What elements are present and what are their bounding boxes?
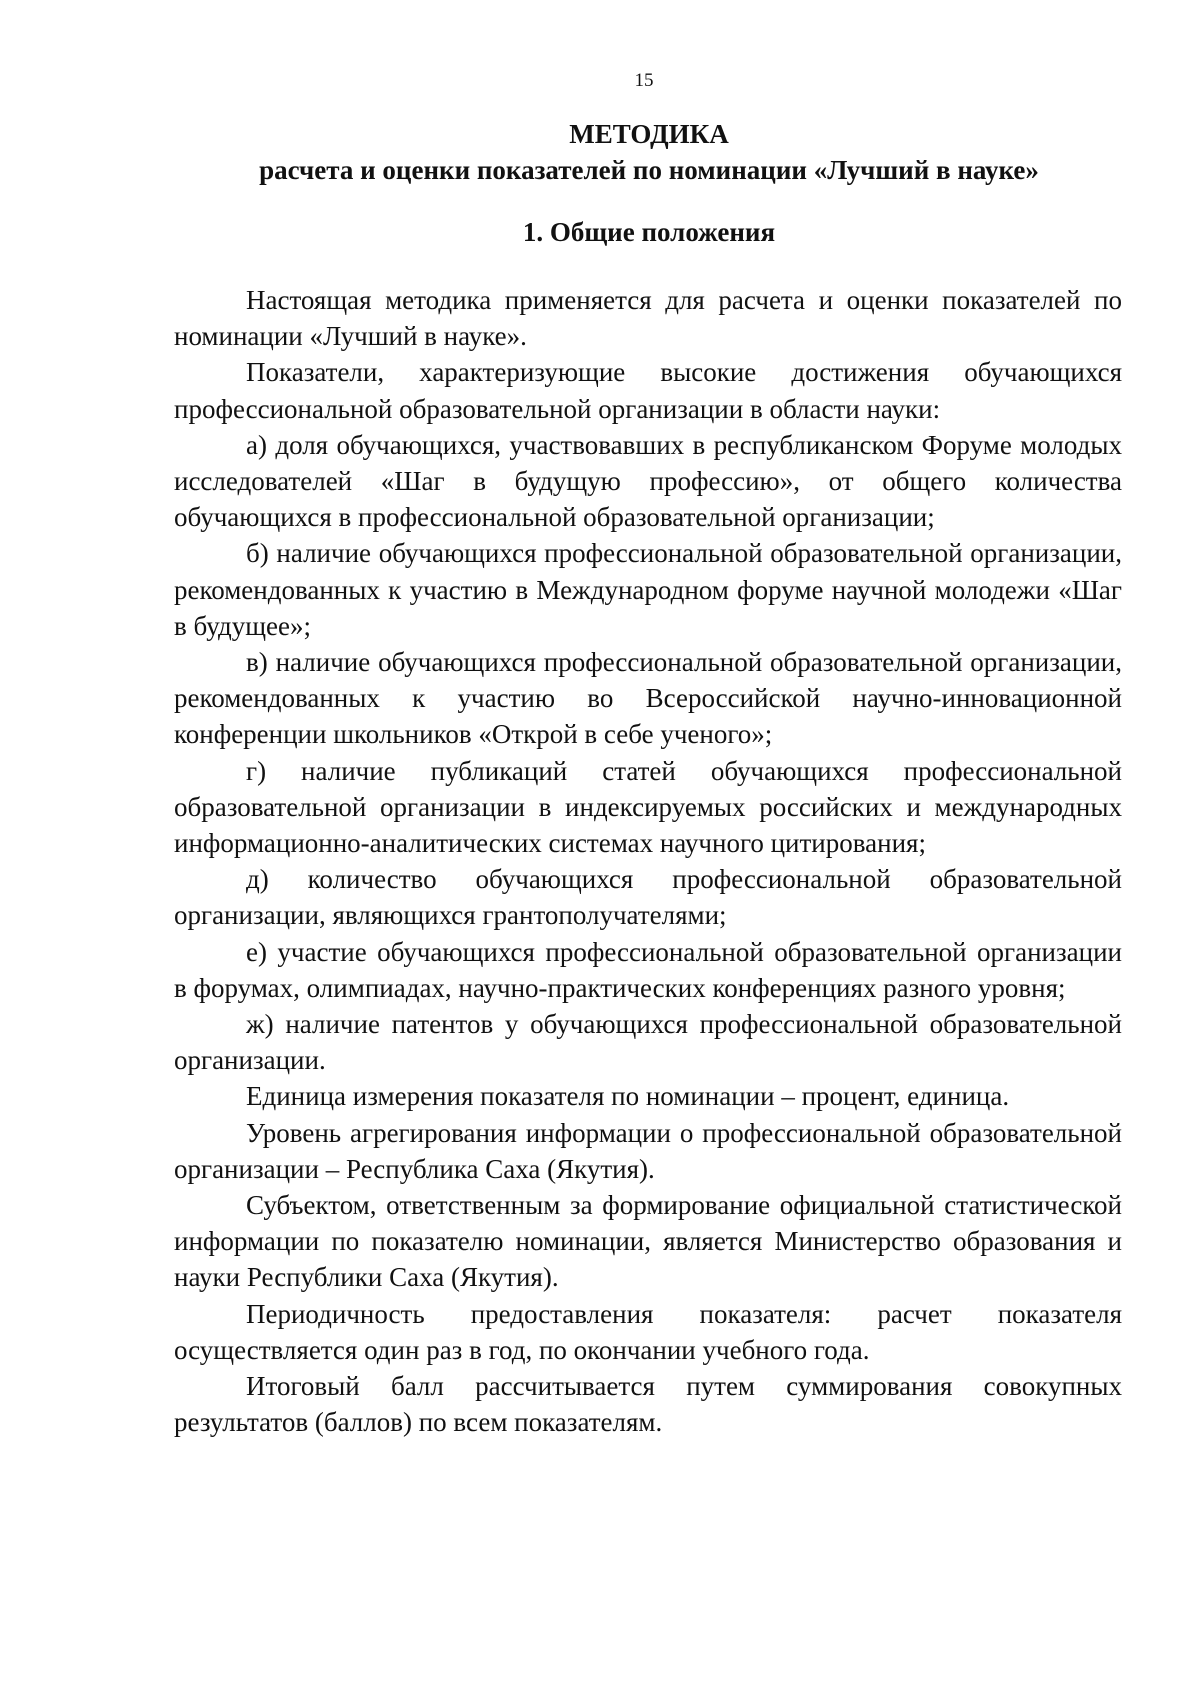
paragraph: Показатели, характеризующие высокие достижения обучающихся профессиональной образовательной организации в области науки: (174, 357, 1122, 424)
paragraph: Уровень агрегирования информации о профессиональной образовательной организации – Республика Саха (Якутия). (174, 1117, 1122, 1184)
paragraph: Периодичность предоставления показателя: расчет показателя осуществляется один раз в год, по окончании учебного года. (174, 1298, 1122, 1365)
section-heading: 1. Общие положения (522, 217, 776, 247)
list-item: е) участие обучающихся профессиональной образовательной организации в форумах, олимпиадах, научно-практических конференциях разного уровня; (174, 936, 1122, 1003)
list-item: г) наличие публикаций статей обучающихся профессиональной образовательной организации в индексируемых российских и международных информационно-аналитических системах научного цитирования; (174, 755, 1122, 859)
document-title-block (174, 116, 1124, 188)
paragraph: Субъектом, ответственным за формирование официальной статистической информации по показателю номинации, является Министерство образования и науки Республики Саха (Якутия). (174, 1190, 1122, 1293)
paragraph: Итоговый балл рассчитывается путем суммирования совокупных результатов (баллов) по всем показателям. (174, 1371, 1122, 1438)
list-item: а) доля обучающихся, участвовавших в республиканском Форуме молодых исследователей «Шаг в будущую профессию», от общего количества обучающихся в профессиональной образовательной организации; (174, 429, 1122, 533)
paragraph: Единица измерения показателя по номинации – процент, единица. (246, 1081, 1010, 1112)
list-item: д) количество обучающихся профессиональной образовательной организации, являющихся грантополучателями; (174, 864, 1122, 931)
page-number: 15 (634, 70, 654, 91)
list-item: ж) наличие патентов у обучающихся профессиональной образовательной организации. (174, 1009, 1122, 1076)
paragraph: Настоящая методика применяется для расчета и оценки показателей по номинации «Лучший в науке». (174, 285, 1122, 352)
body-text (174, 282, 1122, 1441)
document-subtitle: расчета и оценки показателей по номинации «Лучший в науке» (259, 155, 1039, 185)
list-item: в) наличие обучающихся профессиональной образовательной организации, рекомендованных к участию во Всероссийской научно-инновационной конференции школьников «Открой в себе ученого»; (174, 647, 1122, 750)
document-title: МЕТОДИКА (569, 119, 729, 149)
list-item: б) наличие обучающихся профессиональной образовательной организации, рекомендованных к участию в Международном форуме научной молодежи «Шаг в будущее»; (174, 538, 1122, 641)
